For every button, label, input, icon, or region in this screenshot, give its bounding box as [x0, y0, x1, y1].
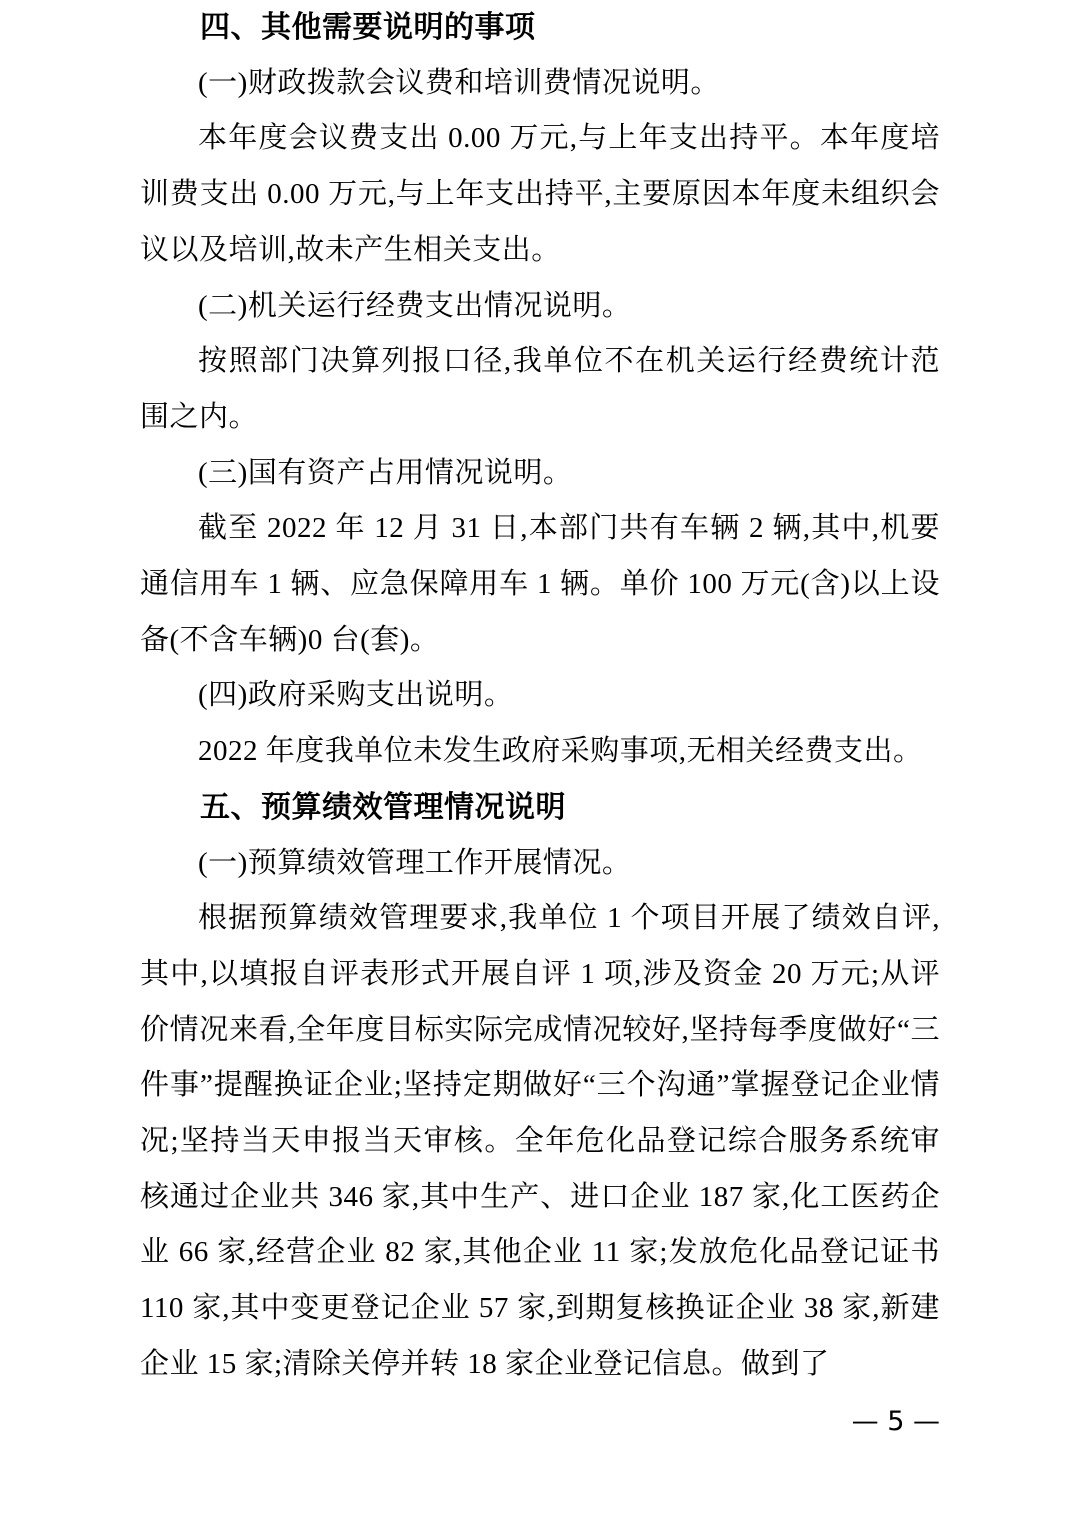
sub-heading-4-4: (四)政府采购支出说明。: [198, 679, 514, 712]
paragraph: 2022 年度我单位未发生政府采购事项,无相关经费支出。: [198, 735, 923, 768]
sub-heading-4-3: (三)国有资产占用情况说明。: [198, 456, 573, 489]
document-body: [140, 0, 940, 1393]
paragraph: 根据预算绩效管理要求,我单位 1 个项目开展了绩效自评,其中,以填报自评表形式开展自评 1 项,涉及资金 20 万元;从评价情况来看,全年度目标实际完成情况较好,坚持每季度做好“三件事”提醒换证企业;坚持定期做好“三个沟通”掌握登记企业情况;坚持当天申报当天审核。全年危化品登记综合服务系统审核通过企业共 346 家,其中生产、进口企业 187 家,化工医药企业 66 家,经营企业 82 家,其他企业 11 家;发放危化品登记证书 110 家,其中变更登记企业 57 家,到期复核换证企业 38 家,新建企业 15 家;清除关停并转 18 家企业登记信息。做到了: [140, 902, 940, 1380]
section-heading-4: 四、其他需要说明的事项: [200, 11, 536, 44]
paragraph: 截至 2022 年 12 月 31 日,本部门共有车辆 2 辆,其中,机要通信用车 1 辆、应急保障用车 1 辆。单价 100 万元(含)以上设备(不含车辆)0 台(套)。: [140, 512, 940, 656]
sub-heading-5-1: (一)预算绩效管理工作开展情况。: [198, 846, 632, 879]
section-heading-5: 五、预算绩效管理情况说明: [200, 790, 566, 824]
sub-heading-4-2: (二)机关运行经费支出情况说明。: [198, 289, 632, 322]
page-number: — 5 —: [851, 1406, 940, 1437]
sub-heading-4-1: (一)财政拨款会议费和培训费情况说明。: [198, 66, 720, 99]
paragraph: 按照部门决算列报口径,我单位不在机关运行经费统计范围之内。: [140, 345, 940, 433]
paragraph: 本年度会议费支出 0.00 万元,与上年支出持平。本年度培训费支出 0.00 万元,与上年支出持平,主要原因本年度未组织会议以及培训,故未产生相关支出。: [140, 122, 940, 266]
